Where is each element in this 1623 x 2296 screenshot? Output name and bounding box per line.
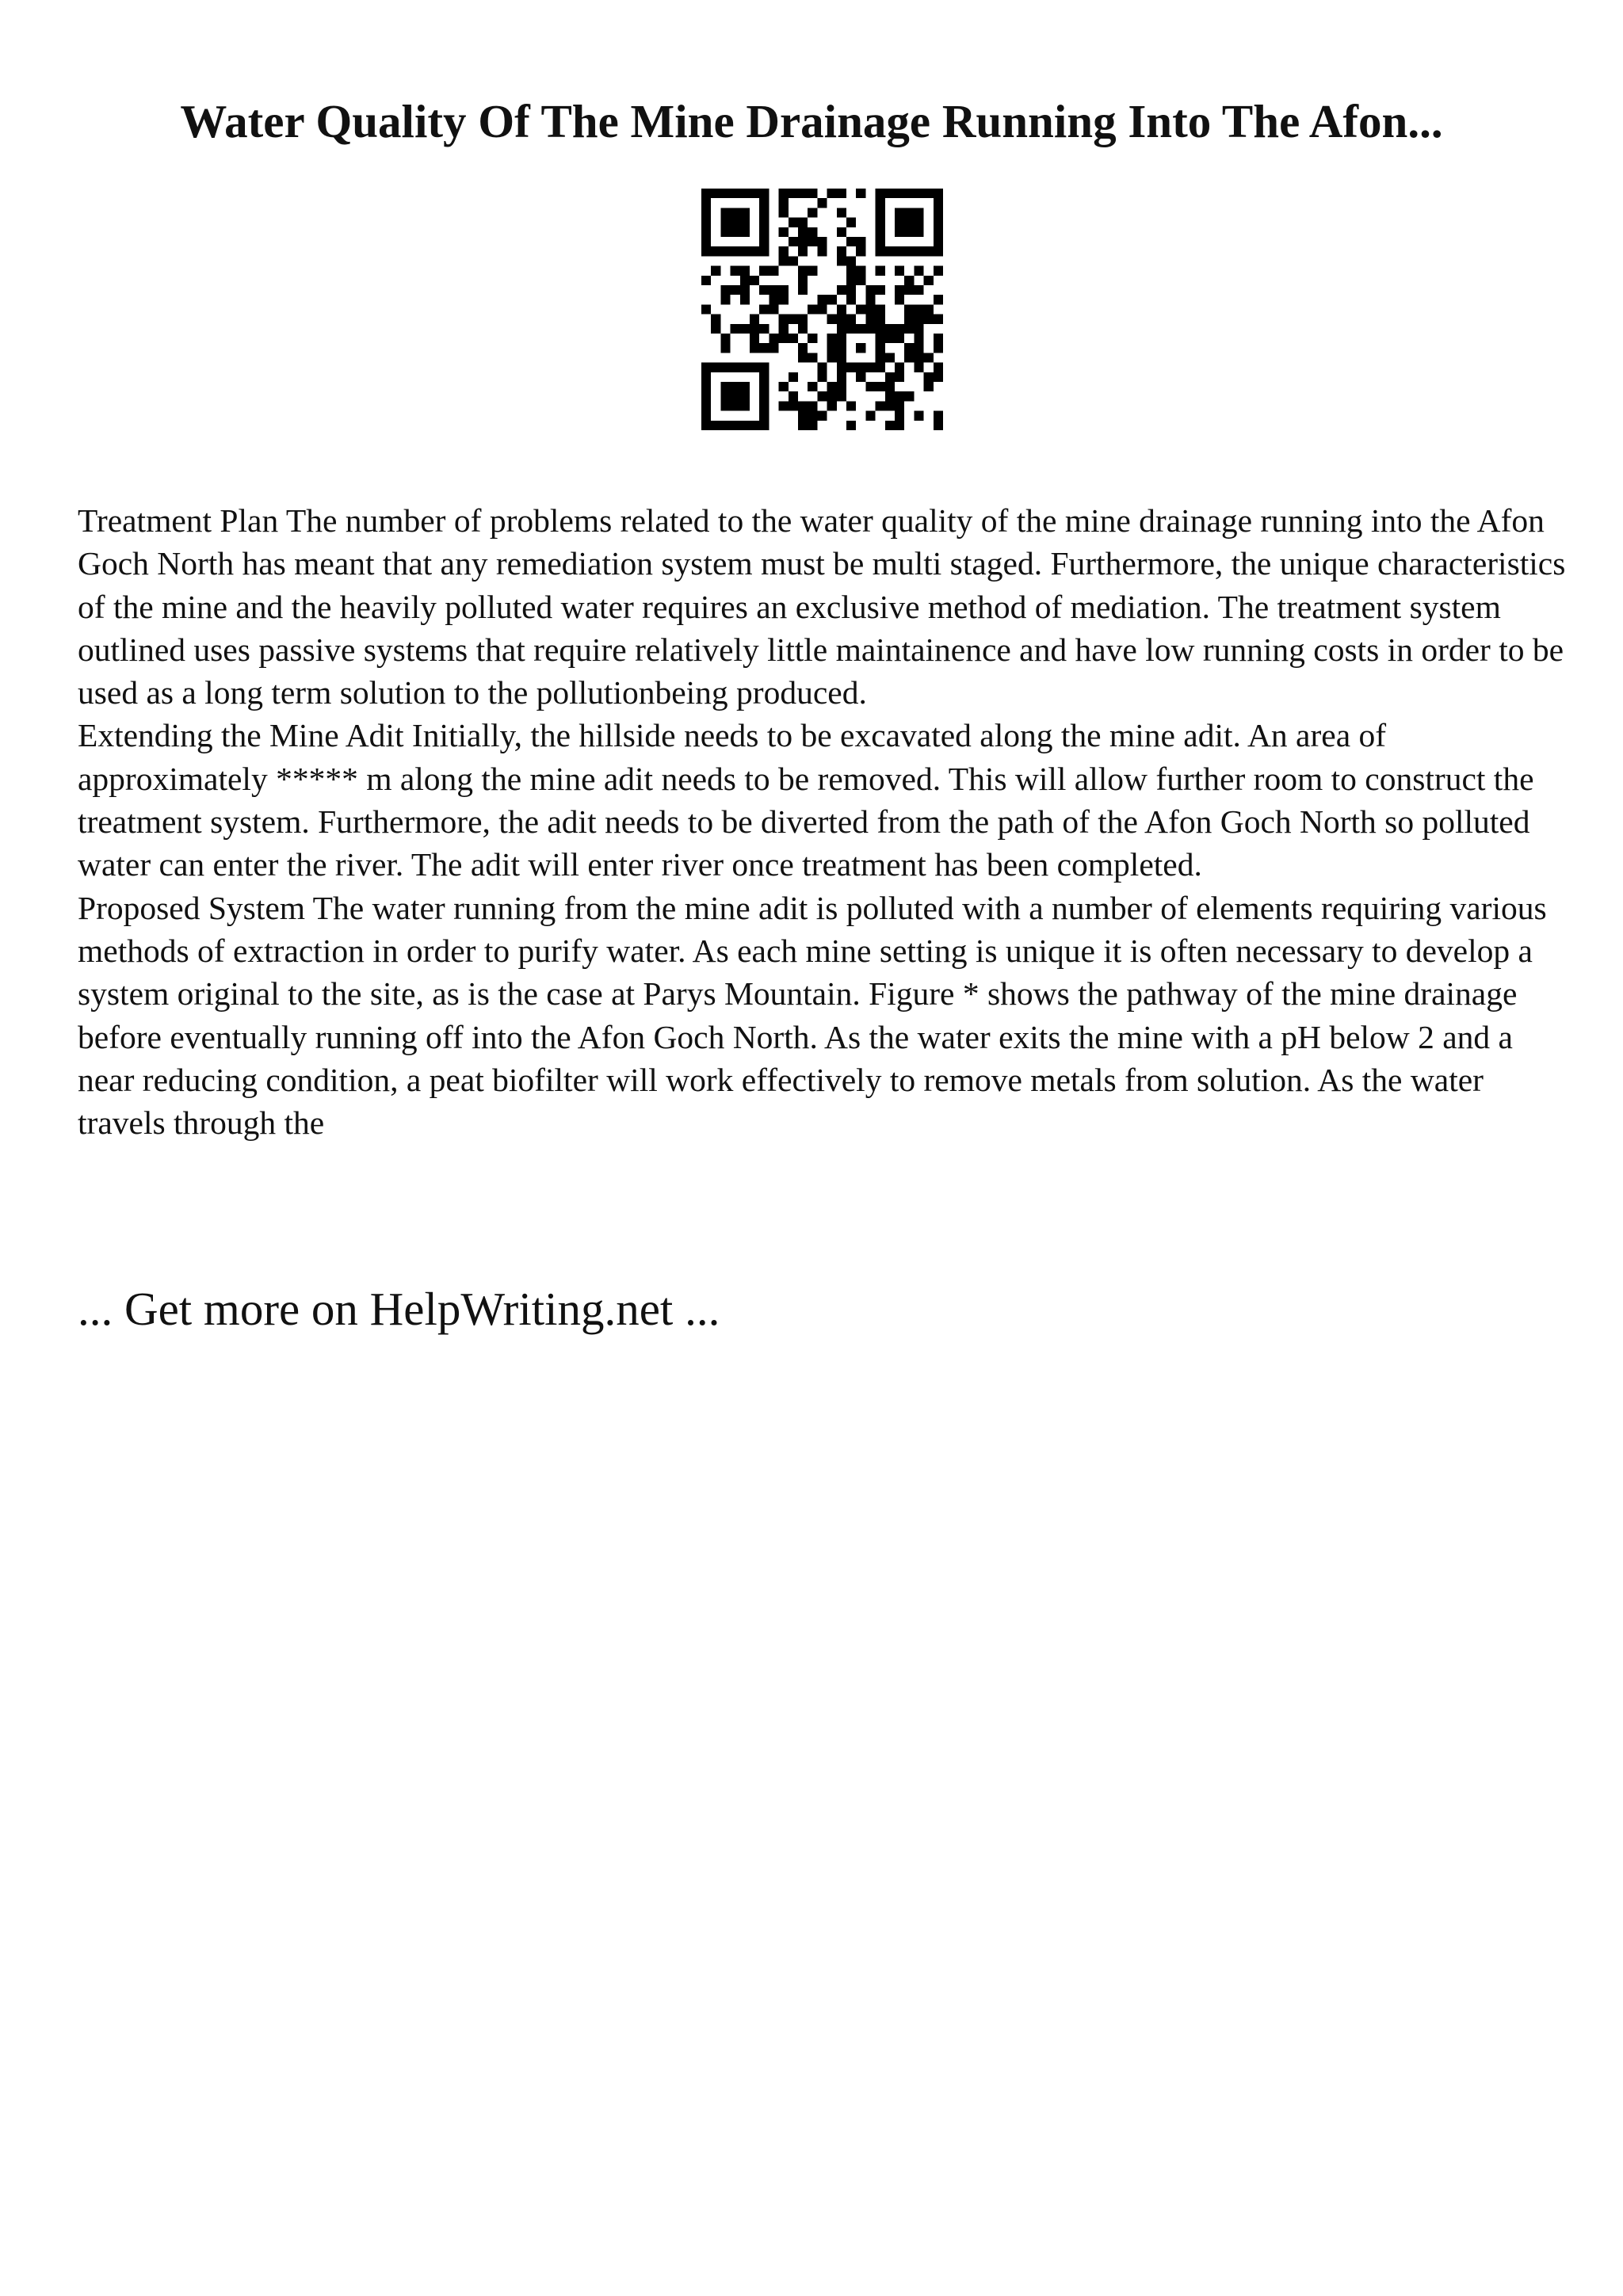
paragraph-treatment-plan: Treatment Plan The number of problems related to the water quality of the mine drainage running into the Afon Goch North has meant that any remediation system must be multi staged. Furthermore, the unique characteristics of the mine and the heavily polluted water requires an exclusive method of mediation. The treatment system outlined uses passive systems that require relatively little maintainence and have low running costs in order to be used as a long term solution to the pollutionbeing produced. bbox=[78, 502, 1566, 711]
document-body bbox=[78, 499, 1568, 1144]
paragraph-proposed-system: Proposed System The water running from the mine adit is polluted with a number of elements requiring various methods of extraction in order to purify water. As each mine setting is unique it is often necessary to develop a system original to the site, as is the case at Parys Mountain. Figure * shows the pathway of the mine drainage before eventually running off into the Afon Goch North. As the water exits the mine with a pH below 2 and a near reducing condition, a peat biofilter will work effectively to remove metals from solution. As the water travels through the bbox=[78, 889, 1547, 1142]
document-title: Water Quality Of The Mine Drainage Running Into The Afon... bbox=[180, 95, 1443, 147]
qr-code[interactable] bbox=[701, 189, 943, 430]
get-more-link[interactable]: ... Get more on HelpWriting.net ... bbox=[78, 1283, 720, 1335]
qr-code-graphic bbox=[701, 189, 943, 430]
paragraph-extending-mine-adit: Extending the Mine Adit Initially, the hillside needs to be excavated along the mine adit. An area of approximately ***** m along the mine adit needs to be removed. This will allow further room to construct the treatment system. Furthermore, the adit needs to be diverted from the path of the Afon Goch North so polluted water can enter the river. The adit will enter river once treatment has been completed. bbox=[78, 717, 1534, 883]
